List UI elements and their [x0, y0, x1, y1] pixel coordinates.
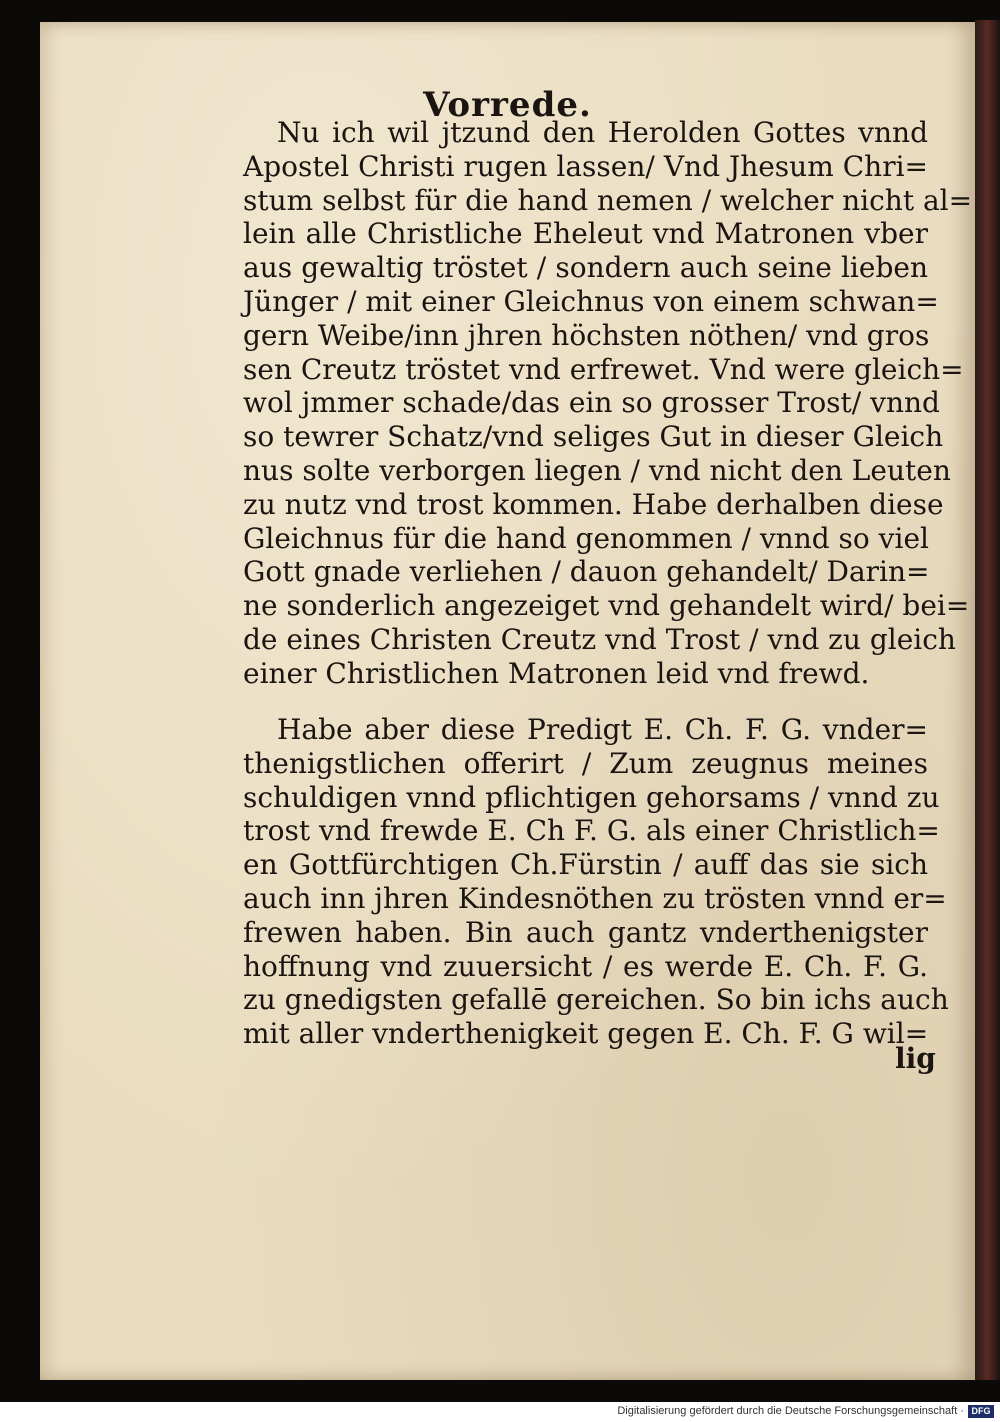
- text-line: zu gnedigsten gefallē gereichen. So bin ichs auch: [243, 983, 949, 1017]
- text-line: ne sonderlich angezeiget vnd gehandelt wird/ bei=: [243, 589, 970, 623]
- text-line: nus solte verborgen liegen / vnd nicht den Leuten: [243, 453, 951, 487]
- running-head: Vorrede.: [423, 85, 592, 125]
- paragraph-2: [243, 713, 949, 1051]
- text-line: Apostel Christi rugen lassen/ Vnd Jhesum Chri=: [243, 149, 928, 183]
- text-line: en Gottfürchtigen Ch.Fürstin / auff das sie sich: [243, 848, 928, 882]
- text-line: mit aller vnderthenigkeit gegen E. Ch. F. G wil=: [243, 1017, 929, 1051]
- text-line: Habe aber diese Predigt E. Ch. F. G. vnder=: [277, 713, 928, 746]
- dfg-logo-icon: DFG: [968, 1405, 994, 1418]
- footer: [0, 1402, 1000, 1422]
- footer-credit: Digitalisierung gefördert durch die Deutsche Forschungsgemeinschaft ·: [617, 1405, 964, 1417]
- text-line: Nu ich wil jtzund den Herolden Gottes vnnd: [277, 116, 928, 149]
- text-line: gern Weibe/inn jhren höchsten nöthen/ vnd gros: [243, 318, 930, 352]
- text-line: trost vnd frewde E. Ch F. G. als einer Christlich=: [243, 814, 940, 848]
- text-line: frewen haben. Bin auch gantz vnderthenigster: [243, 915, 928, 949]
- text-line: zu nutz vnd trost kommen. Habe derhalben diese: [243, 487, 944, 521]
- text-line: Gott gnade verliehen / dauon gehandelt/ Darin=: [243, 555, 930, 589]
- catchword: lig: [895, 1042, 936, 1075]
- text-line: so tewrer Schatz/vnd seliges Gut in dieser Gleich: [243, 420, 944, 454]
- text-line: thenigstlichen offerirt / Zum zeugnus meines: [243, 746, 928, 780]
- text-line: de eines Christen Creutz vnd Trost / vnd zu gleich: [243, 622, 956, 656]
- text-line: Gleichnus für die hand genommen / vnnd so viel: [243, 521, 929, 555]
- text-line: auch inn jhren Kindesnöthen zu trösten vnnd er=: [243, 881, 947, 915]
- text-line: sen Creutz tröstet vnd erfrewet. Vnd were gleich=: [243, 352, 964, 386]
- text-line: hoffnung vnd zuuersicht / es werde E. Ch. F. G.: [243, 949, 928, 983]
- text-line: lein alle Christliche Eheleut vnd Matronen vber: [243, 217, 928, 251]
- paragraph-1: [243, 116, 973, 691]
- text-line: stum selbst für die hand nemen / welcher nicht al=: [243, 183, 973, 217]
- text-line: schuldigen vnnd pflichtigen gehorsams / vnnd zu: [243, 780, 940, 814]
- text-line: einer Christlichen Matronen leid vnd frewd.: [243, 656, 870, 690]
- text-line: Jünger / mit einer Gleichnus von einem schwan=: [243, 284, 939, 318]
- text-line: wol jmmer schade/das ein so grosser Trost/ vnnd: [243, 386, 940, 420]
- text-line: aus gewaltig tröstet / sondern auch seine lieben: [243, 251, 928, 285]
- page-edge: [975, 20, 1000, 1380]
